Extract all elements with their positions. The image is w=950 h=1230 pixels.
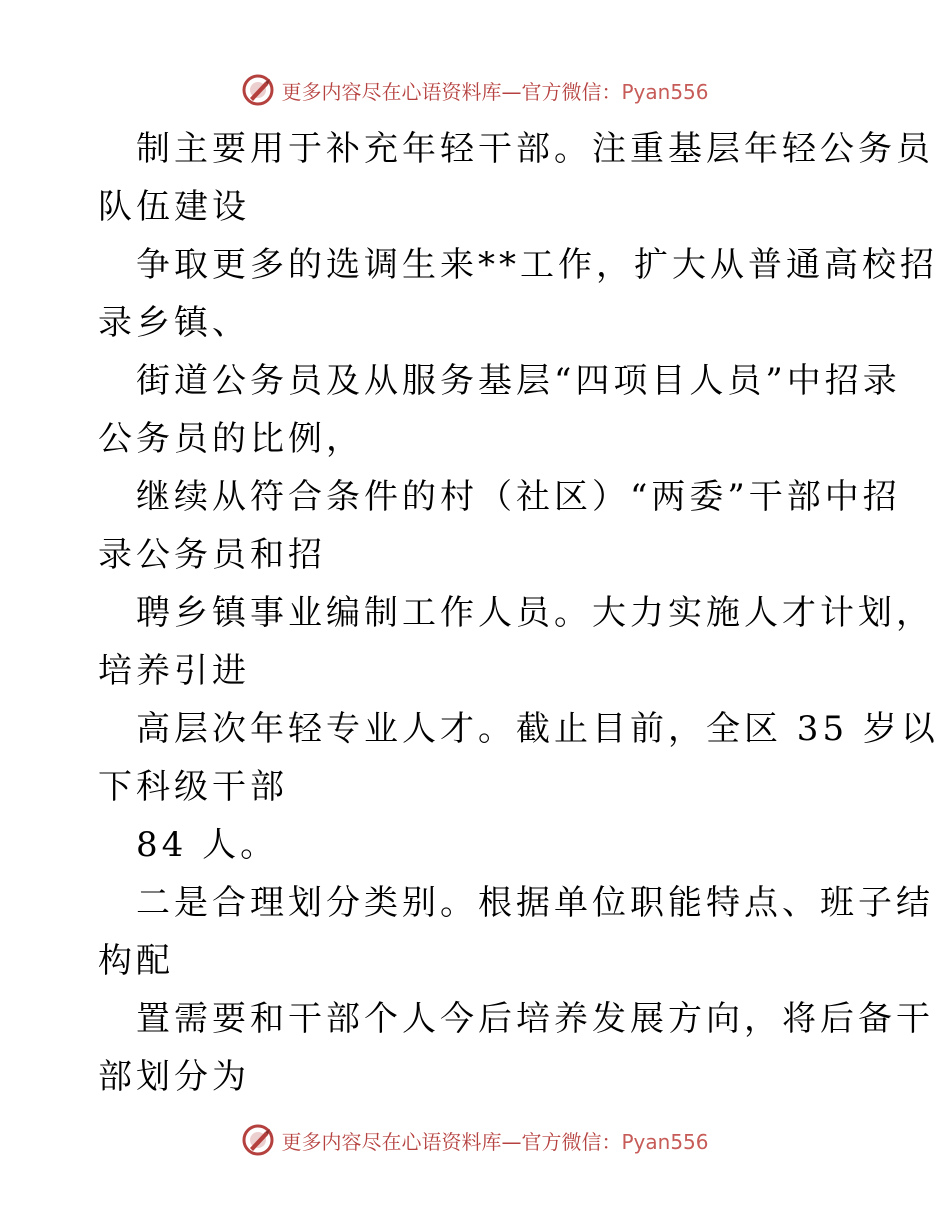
watermark-text: 更多内容尽在心语资料库—官方微信：Pyan556 bbox=[281, 79, 709, 104]
paragraph bbox=[98, 874, 934, 990]
paragraph-line: 争取更多的选调生来**工作，扩大从普通高校招 bbox=[136, 245, 938, 285]
paragraph bbox=[98, 236, 938, 352]
document-body bbox=[98, 120, 939, 1106]
paragraph bbox=[98, 584, 934, 700]
paragraph-line: 继续从符合条件的村（社区）“两委”干部中招 bbox=[136, 477, 901, 517]
paragraph-line-wrap: 培养引进 bbox=[98, 651, 250, 691]
paragraph-line: 街道公务员及从服务基层“四项目人员”中招录 bbox=[136, 361, 901, 401]
paragraph-line-wrap: 公务员的比例， bbox=[98, 419, 364, 459]
footer-watermark bbox=[0, 1120, 950, 1160]
paragraph-line: 高层次年轻专业人才。截止目前，全区 35 岁以 bbox=[136, 709, 939, 749]
paragraph bbox=[98, 468, 901, 584]
paragraph bbox=[98, 816, 858, 874]
paragraph-line-wrap: 下科级干部 bbox=[98, 767, 288, 807]
paragraph-line: 制主要用于补充年轻干部。注重基层年轻公务员 bbox=[136, 129, 934, 169]
paragraph-line: 84 人。 bbox=[136, 825, 279, 865]
pen-logo-icon bbox=[241, 73, 275, 107]
paragraph-line-wrap: 构配 bbox=[98, 941, 174, 981]
paragraph-line-wrap: 录公务员和招 bbox=[98, 535, 326, 575]
watermark-text: 更多内容尽在心语资料库—官方微信：Pyan556 bbox=[281, 1129, 709, 1154]
paragraph-line: 置需要和干部个人今后培养发展方向，将后备干 bbox=[136, 999, 934, 1039]
paragraph-line-wrap: 录乡镇、 bbox=[98, 303, 250, 343]
paragraph bbox=[98, 352, 901, 468]
paragraph-line-wrap: 部划分为 bbox=[98, 1057, 250, 1097]
paragraph bbox=[98, 990, 934, 1106]
paragraph-line: 聘乡镇事业编制工作人员。大力实施人才计划， bbox=[136, 593, 934, 633]
paragraph-line-wrap: 队伍建设 bbox=[98, 187, 250, 227]
header-watermark bbox=[0, 70, 950, 110]
paragraph bbox=[98, 120, 934, 236]
pen-logo-icon bbox=[241, 1123, 275, 1157]
paragraph bbox=[98, 700, 939, 816]
paragraph-line: 二是合理划分类别。根据单位职能特点、班子结 bbox=[136, 883, 934, 923]
